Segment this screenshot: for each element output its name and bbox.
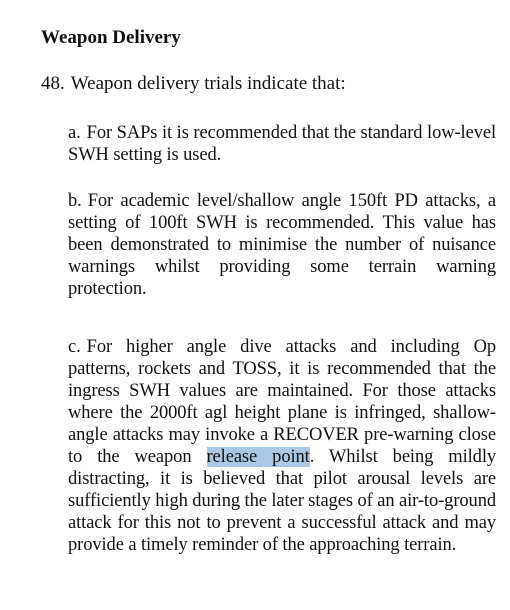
- subparagraph-text: For SAPs it is recommended that the standard low-level SWH setting is used.: [68, 123, 496, 165]
- subparagraph-text-before: For higher angle dive attacks and including Op patterns, rockets and TOSS, it is recommended that the ingress SWH values are maintained. For those attacks where the 2000ft agl height plane is infringed, shallow-angle attacks may invoke a RECOVER pre-warning close to the weapon: [68, 337, 496, 467]
- subparagraph-a: [68, 122, 496, 166]
- subparagraph-text: For academic level/shallow angle 150ft PD attacks, a setting of 100ft SWH is recommended. This value has been demonstrated to minimise the number of nuisance warnings whilst providing some terrain warning protection.: [68, 191, 496, 299]
- subparagraph-letter: a.: [68, 123, 81, 143]
- paragraph-number: 48.: [41, 73, 65, 94]
- subparagraph-letter: c.: [68, 337, 81, 357]
- subparagraph-c: [68, 336, 496, 556]
- subparagraph-letter: b.: [68, 191, 82, 211]
- subparagraph-b: [68, 190, 496, 300]
- subparagraph-text-after: . Whilst being mildly distracting, it is believed that pilot arousal levels are sufficiently high during the later stages of an air-to-ground attack for this not to prevent a successful attack and may provide a timely reminder of the approaching terrain.: [68, 447, 497, 555]
- paragraph-intro: Weapon delivery trials indicate that:: [70, 73, 346, 94]
- section-heading: Weapon Delivery: [41, 27, 181, 48]
- selected-text-highlight[interactable]: release point: [206, 447, 310, 467]
- paragraph-48: [41, 73, 346, 95]
